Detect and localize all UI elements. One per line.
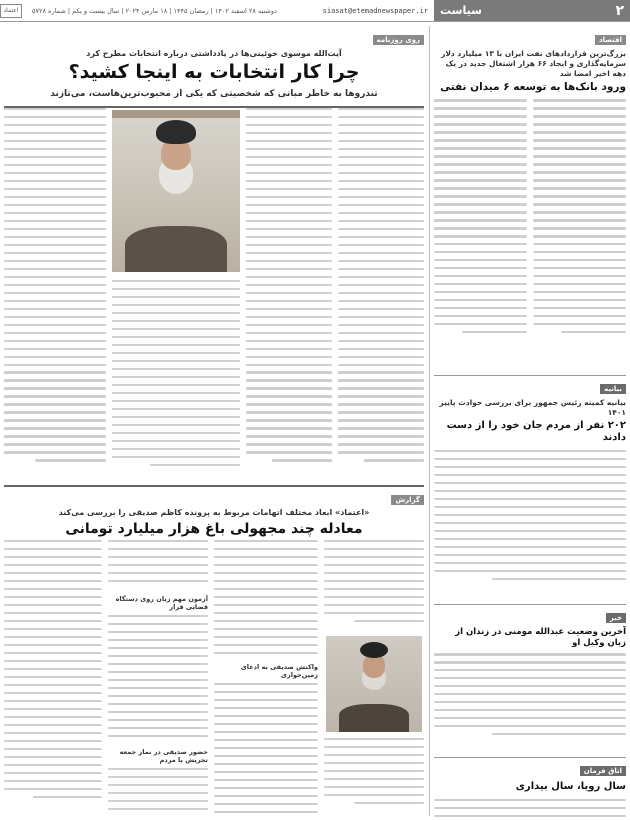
kicker-news: خبر	[606, 613, 626, 623]
dream-body	[434, 799, 626, 817]
kicker-economy: اقتصاد	[595, 35, 626, 45]
divider	[4, 485, 424, 487]
momeni-headline[interactable]: آخرین وضعیت عبدالله مومنی در زندان از زبان وکیل او	[455, 626, 626, 648]
turban-shape	[360, 642, 388, 658]
lead-body-col-2	[112, 280, 240, 478]
column-rule	[429, 26, 430, 816]
turban-shape	[156, 120, 196, 144]
bottom-subhead-a: آزمون مهم زیان روی دستگاه قضایی قرار	[115, 595, 208, 612]
bottom-headline[interactable]: معادله چند مجهولی باغ هزار میلیارد تومانی	[65, 521, 363, 538]
divider	[434, 375, 626, 376]
bottom-body-col-1	[4, 540, 102, 816]
section-block	[434, 0, 630, 21]
bottom-body-col-4b	[324, 738, 424, 816]
robe-shape	[125, 226, 227, 272]
kicker-report: گزارش	[391, 495, 424, 505]
economy-lead: بزرگ‌ترین قراردادهای نفت ایران با ۱۳ میلیارد دلار سرمایه‌گذاری و ایجاد ۶۶ هزار اشتغال جدید در یک دهه اخیر امضا شد	[441, 49, 626, 78]
kicker-page: روی روزنامه	[373, 35, 424, 45]
bottom-subhead-b: واکنش صدیقی به ادعای زمین‌خواری	[240, 663, 318, 680]
website-link[interactable]: siasat@etemadnewspaper.ir	[322, 6, 428, 15]
bottom-col3-lines-b	[214, 683, 318, 816]
bottom-col3-lines-a	[214, 540, 318, 660]
dateline: دوشنبه ۲۸ اسفند ۱۴۰۲ | رمضان ۱۴۴۵ | ۱۸ مارس ۲۰۲۴ | سال بیست و یکم | شماره ۵۷۲۸	[32, 6, 277, 15]
economy-body	[434, 99, 626, 369]
divider	[434, 604, 626, 605]
siddiqi-photo	[326, 636, 422, 732]
bottom-overline: «اعتماد» ابعاد مختلف اتهامات مربوط به پرونده کاظم صدیقی را بررسی می‌کند	[58, 508, 370, 517]
economy-headline[interactable]: ورود بانک‌ها به توسعه ۶ میدان نفتی	[440, 81, 626, 94]
cleric-photo	[112, 110, 240, 272]
bottom-col2-lines-c	[108, 768, 208, 816]
statement-body	[434, 450, 626, 600]
right-column	[434, 27, 626, 817]
statement-overline: بیانیه کمیته رئیس جمهور برای بررسی حوادث پاییز ۱۴۰۱	[439, 398, 626, 418]
masthead-bar	[0, 0, 630, 22]
lead-subhead: تندروها به خاطر مبانی که شخصیتی که یکی از محبوب‌ترین‌هاست، می‌تازند	[50, 89, 378, 100]
lead-headline[interactable]: چرا کار انتخابات به اینجا کشید؟	[68, 61, 360, 84]
bottom-subhead-c: حضور صدیقی در نماز جمعه تجریش با مردم	[119, 747, 208, 765]
newspaper-logo: اعتماد	[0, 4, 22, 18]
bottom-col2-lines-a	[108, 540, 208, 592]
bottom-body-col-4	[324, 540, 424, 630]
statement-headline[interactable]: ۲۰۲ نفر از مردم جان خود را از دست دادند	[446, 419, 626, 444]
lead-overline: آیت‌الله موسوی خوئینی‌ها در یادداشتی درباره انتخابات مطرح کرد	[86, 49, 342, 58]
section-name: سیاست	[440, 4, 482, 17]
momeni-body	[434, 653, 626, 753]
divider	[434, 757, 626, 758]
lead-body-col-1	[4, 108, 106, 478]
bottom-body-col-2	[108, 540, 208, 816]
dream-headline[interactable]: سال رویا، سال بیداری	[515, 781, 626, 793]
kicker-statement: بیانیه	[600, 384, 626, 394]
robe-shape	[339, 704, 408, 732]
bookshelf-shape	[112, 110, 240, 118]
kicker-command-room: اتاق فرمان	[580, 766, 626, 776]
lead-body-col-3	[246, 108, 332, 478]
bottom-col2-lines-b	[108, 615, 208, 745]
lead-body-col-4	[338, 108, 424, 478]
page-number: ۲	[615, 2, 624, 19]
bottom-body-col-3	[214, 540, 318, 816]
